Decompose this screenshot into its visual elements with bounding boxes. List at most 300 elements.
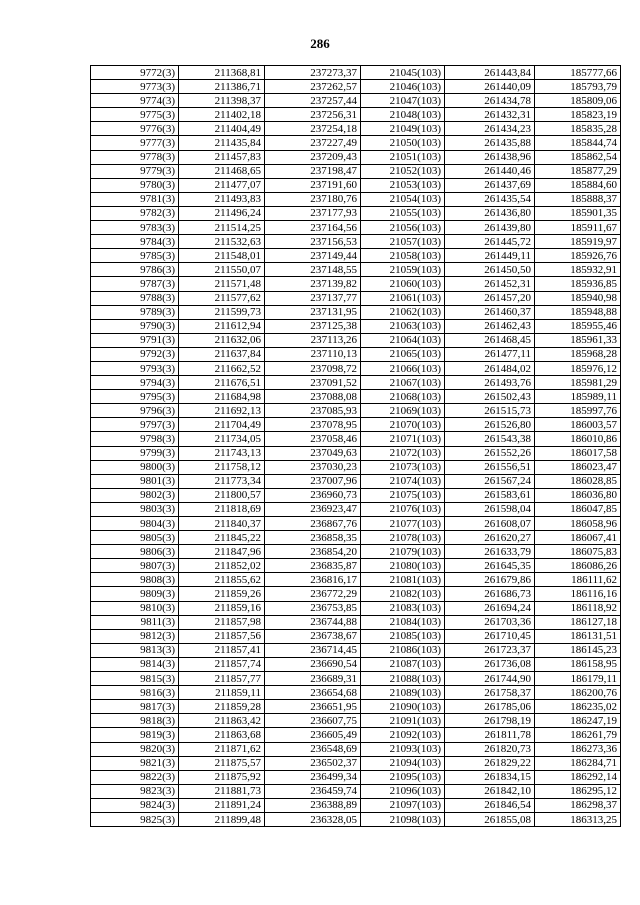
x-coordinate-cell: 261502,43 xyxy=(445,390,535,404)
y-coordinate-cell: 236689,31 xyxy=(265,672,361,686)
x-coordinate-cell: 261493,76 xyxy=(445,376,535,390)
y-coordinate-cell: 186118,92 xyxy=(535,601,621,615)
x-coordinate-cell: 211859,26 xyxy=(179,587,265,601)
x-coordinate-cell: 261686,73 xyxy=(445,587,535,601)
y-coordinate-cell: 185961,33 xyxy=(535,333,621,347)
point-id-cell: 9824(3) xyxy=(91,798,179,812)
point-id-cell: 21061(103) xyxy=(361,291,445,305)
table-row xyxy=(91,235,621,249)
y-coordinate-cell: 236459,74 xyxy=(265,784,361,798)
y-coordinate-cell: 185862,54 xyxy=(535,150,621,164)
x-coordinate-cell: 261445,72 xyxy=(445,235,535,249)
x-coordinate-cell: 211743,13 xyxy=(179,446,265,460)
point-id-cell: 9816(3) xyxy=(91,686,179,700)
x-coordinate-cell: 211818,69 xyxy=(179,502,265,516)
x-coordinate-cell: 261583,61 xyxy=(445,488,535,502)
x-coordinate-cell: 211496,24 xyxy=(179,206,265,220)
x-coordinate-cell: 261758,37 xyxy=(445,686,535,700)
y-coordinate-cell: 186010,86 xyxy=(535,432,621,446)
point-id-cell: 21084(103) xyxy=(361,615,445,629)
x-coordinate-cell: 261744,90 xyxy=(445,672,535,686)
x-coordinate-cell: 261723,37 xyxy=(445,643,535,657)
x-coordinate-cell: 211457,83 xyxy=(179,150,265,164)
table-row xyxy=(91,714,621,728)
x-coordinate-cell: 211845,22 xyxy=(179,531,265,545)
y-coordinate-cell: 236923,47 xyxy=(265,502,361,516)
point-id-cell: 9786(3) xyxy=(91,263,179,277)
table-row xyxy=(91,361,621,375)
point-id-cell: 9802(3) xyxy=(91,488,179,502)
y-coordinate-cell: 186298,37 xyxy=(535,798,621,812)
table-row xyxy=(91,178,621,192)
y-coordinate-cell: 185809,06 xyxy=(535,94,621,108)
x-coordinate-cell: 211612,94 xyxy=(179,319,265,333)
x-coordinate-cell: 261526,80 xyxy=(445,418,535,432)
y-coordinate-cell: 186028,85 xyxy=(535,474,621,488)
x-coordinate-cell: 261811,78 xyxy=(445,728,535,742)
point-id-cell: 21091(103) xyxy=(361,714,445,728)
table-row xyxy=(91,643,621,657)
y-coordinate-cell: 237149,44 xyxy=(265,249,361,263)
table-row xyxy=(91,263,621,277)
x-coordinate-cell: 211402,18 xyxy=(179,108,265,122)
table-row xyxy=(91,404,621,418)
x-coordinate-cell: 261694,24 xyxy=(445,601,535,615)
point-id-cell: 21055(103) xyxy=(361,206,445,220)
point-id-cell: 9811(3) xyxy=(91,615,179,629)
point-id-cell: 21049(103) xyxy=(361,122,445,136)
point-id-cell: 21045(103) xyxy=(361,66,445,80)
x-coordinate-cell: 261452,31 xyxy=(445,277,535,291)
y-coordinate-cell: 186131,51 xyxy=(535,629,621,643)
y-coordinate-cell: 186036,80 xyxy=(535,488,621,502)
y-coordinate-cell: 186273,36 xyxy=(535,742,621,756)
x-coordinate-cell: 211852,02 xyxy=(179,559,265,573)
x-coordinate-cell: 261484,02 xyxy=(445,361,535,375)
x-coordinate-cell: 261440,46 xyxy=(445,164,535,178)
table-row xyxy=(91,545,621,559)
y-coordinate-cell: 185877,29 xyxy=(535,164,621,178)
y-coordinate-cell: 237137,77 xyxy=(265,291,361,305)
x-coordinate-cell: 211704,49 xyxy=(179,418,265,432)
x-coordinate-cell: 211734,05 xyxy=(179,432,265,446)
x-coordinate-cell: 211859,16 xyxy=(179,601,265,615)
x-coordinate-cell: 261457,20 xyxy=(445,291,535,305)
y-coordinate-cell: 236738,67 xyxy=(265,629,361,643)
x-coordinate-cell: 211637,84 xyxy=(179,347,265,361)
point-id-cell: 21074(103) xyxy=(361,474,445,488)
point-id-cell: 21085(103) xyxy=(361,629,445,643)
point-id-cell: 9776(3) xyxy=(91,122,179,136)
x-coordinate-cell: 211684,98 xyxy=(179,390,265,404)
y-coordinate-cell: 185911,67 xyxy=(535,221,621,235)
x-coordinate-cell: 261468,45 xyxy=(445,333,535,347)
x-coordinate-cell: 211692,13 xyxy=(179,404,265,418)
point-id-cell: 9814(3) xyxy=(91,657,179,671)
point-id-cell: 21087(103) xyxy=(361,657,445,671)
point-id-cell: 21090(103) xyxy=(361,700,445,714)
table-row xyxy=(91,601,621,615)
point-id-cell: 9778(3) xyxy=(91,150,179,164)
coordinates-table xyxy=(90,65,621,827)
point-id-cell: 9775(3) xyxy=(91,108,179,122)
table-row xyxy=(91,291,621,305)
y-coordinate-cell: 185981,29 xyxy=(535,376,621,390)
y-coordinate-cell: 236867,76 xyxy=(265,517,361,531)
y-coordinate-cell: 186127,18 xyxy=(535,615,621,629)
y-coordinate-cell: 237078,95 xyxy=(265,418,361,432)
y-coordinate-cell: 186003,57 xyxy=(535,418,621,432)
y-coordinate-cell: 185968,28 xyxy=(535,347,621,361)
point-id-cell: 9777(3) xyxy=(91,136,179,150)
table-row xyxy=(91,700,621,714)
point-id-cell: 21048(103) xyxy=(361,108,445,122)
point-id-cell: 9791(3) xyxy=(91,333,179,347)
y-coordinate-cell: 186292,14 xyxy=(535,770,621,784)
point-id-cell: 21086(103) xyxy=(361,643,445,657)
y-coordinate-cell: 237180,76 xyxy=(265,192,361,206)
table-row xyxy=(91,559,621,573)
x-coordinate-cell: 211548,01 xyxy=(179,249,265,263)
y-coordinate-cell: 186111,62 xyxy=(535,573,621,587)
point-id-cell: 9787(3) xyxy=(91,277,179,291)
point-id-cell: 21081(103) xyxy=(361,573,445,587)
table-row xyxy=(91,390,621,404)
point-id-cell: 9799(3) xyxy=(91,446,179,460)
x-coordinate-cell: 261842,10 xyxy=(445,784,535,798)
x-coordinate-cell: 261438,96 xyxy=(445,150,535,164)
point-id-cell: 21094(103) xyxy=(361,756,445,770)
point-id-cell: 9801(3) xyxy=(91,474,179,488)
y-coordinate-cell: 237091,52 xyxy=(265,376,361,390)
y-coordinate-cell: 237164,56 xyxy=(265,221,361,235)
point-id-cell: 21066(103) xyxy=(361,361,445,375)
point-id-cell: 9797(3) xyxy=(91,418,179,432)
x-coordinate-cell: 261855,08 xyxy=(445,812,535,826)
y-coordinate-cell: 186247,19 xyxy=(535,714,621,728)
point-id-cell: 21078(103) xyxy=(361,531,445,545)
x-coordinate-cell: 261820,73 xyxy=(445,742,535,756)
y-coordinate-cell: 186086,26 xyxy=(535,559,621,573)
x-coordinate-cell: 211857,56 xyxy=(179,629,265,643)
x-coordinate-cell: 261477,11 xyxy=(445,347,535,361)
x-coordinate-cell: 211875,57 xyxy=(179,756,265,770)
y-coordinate-cell: 185926,76 xyxy=(535,249,621,263)
y-coordinate-cell: 236960,73 xyxy=(265,488,361,502)
y-coordinate-cell: 185948,88 xyxy=(535,305,621,319)
table-row xyxy=(91,812,621,826)
table-row xyxy=(91,686,621,700)
y-coordinate-cell: 237198,47 xyxy=(265,164,361,178)
y-coordinate-cell: 236835,87 xyxy=(265,559,361,573)
y-coordinate-cell: 237257,44 xyxy=(265,94,361,108)
table-row xyxy=(91,517,621,531)
x-coordinate-cell: 261436,80 xyxy=(445,206,535,220)
x-coordinate-cell: 211857,77 xyxy=(179,672,265,686)
point-id-cell: 21089(103) xyxy=(361,686,445,700)
x-coordinate-cell: 211857,74 xyxy=(179,657,265,671)
y-coordinate-cell: 237156,53 xyxy=(265,235,361,249)
y-coordinate-cell: 236388,89 xyxy=(265,798,361,812)
y-coordinate-cell: 236548,69 xyxy=(265,742,361,756)
point-id-cell: 21051(103) xyxy=(361,150,445,164)
table-row xyxy=(91,657,621,671)
point-id-cell: 9798(3) xyxy=(91,432,179,446)
point-id-cell: 21076(103) xyxy=(361,502,445,516)
x-coordinate-cell: 261736,08 xyxy=(445,657,535,671)
table-row xyxy=(91,756,621,770)
point-id-cell: 21056(103) xyxy=(361,221,445,235)
x-coordinate-cell: 261543,38 xyxy=(445,432,535,446)
y-coordinate-cell: 237139,82 xyxy=(265,277,361,291)
x-coordinate-cell: 211550,07 xyxy=(179,263,265,277)
y-coordinate-cell: 236607,75 xyxy=(265,714,361,728)
x-coordinate-cell: 211773,34 xyxy=(179,474,265,488)
table-row xyxy=(91,122,621,136)
y-coordinate-cell: 186145,23 xyxy=(535,643,621,657)
point-id-cell: 21092(103) xyxy=(361,728,445,742)
point-id-cell: 21088(103) xyxy=(361,672,445,686)
point-id-cell: 21050(103) xyxy=(361,136,445,150)
table-row xyxy=(91,615,621,629)
y-coordinate-cell: 185989,11 xyxy=(535,390,621,404)
x-coordinate-cell: 261608,07 xyxy=(445,517,535,531)
x-coordinate-cell: 261798,19 xyxy=(445,714,535,728)
point-id-cell: 21097(103) xyxy=(361,798,445,812)
point-id-cell: 21073(103) xyxy=(361,460,445,474)
point-id-cell: 9781(3) xyxy=(91,192,179,206)
y-coordinate-cell: 236744,88 xyxy=(265,615,361,629)
x-coordinate-cell: 261435,88 xyxy=(445,136,535,150)
y-coordinate-cell: 236854,20 xyxy=(265,545,361,559)
y-coordinate-cell: 186313,25 xyxy=(535,812,621,826)
table-row xyxy=(91,249,621,263)
x-coordinate-cell: 261645,35 xyxy=(445,559,535,573)
x-coordinate-cell: 211676,51 xyxy=(179,376,265,390)
y-coordinate-cell: 237110,13 xyxy=(265,347,361,361)
point-id-cell: 21054(103) xyxy=(361,192,445,206)
table-row xyxy=(91,573,621,587)
point-id-cell: 9812(3) xyxy=(91,629,179,643)
point-id-cell: 9803(3) xyxy=(91,502,179,516)
x-coordinate-cell: 211847,96 xyxy=(179,545,265,559)
point-id-cell: 9804(3) xyxy=(91,517,179,531)
x-coordinate-cell: 211855,62 xyxy=(179,573,265,587)
y-coordinate-cell: 237131,95 xyxy=(265,305,361,319)
y-coordinate-cell: 185884,60 xyxy=(535,178,621,192)
y-coordinate-cell: 237177,93 xyxy=(265,206,361,220)
table-row xyxy=(91,502,621,516)
x-coordinate-cell: 211435,84 xyxy=(179,136,265,150)
y-coordinate-cell: 236858,35 xyxy=(265,531,361,545)
y-coordinate-cell: 236651,95 xyxy=(265,700,361,714)
table-row xyxy=(91,629,621,643)
y-coordinate-cell: 237098,72 xyxy=(265,361,361,375)
y-coordinate-cell: 237058,46 xyxy=(265,432,361,446)
point-id-cell: 21052(103) xyxy=(361,164,445,178)
y-coordinate-cell: 236753,85 xyxy=(265,601,361,615)
page-number: 286 xyxy=(310,36,330,51)
table-row xyxy=(91,277,621,291)
point-id-cell: 9822(3) xyxy=(91,770,179,784)
x-coordinate-cell: 261434,78 xyxy=(445,94,535,108)
point-id-cell: 9821(3) xyxy=(91,756,179,770)
table-row xyxy=(91,474,621,488)
point-id-cell: 9809(3) xyxy=(91,587,179,601)
point-id-cell: 9789(3) xyxy=(91,305,179,319)
x-coordinate-cell: 261846,54 xyxy=(445,798,535,812)
y-coordinate-cell: 186200,76 xyxy=(535,686,621,700)
y-coordinate-cell: 236772,29 xyxy=(265,587,361,601)
point-id-cell: 21096(103) xyxy=(361,784,445,798)
table-row xyxy=(91,206,621,220)
point-id-cell: 9815(3) xyxy=(91,672,179,686)
point-id-cell: 9794(3) xyxy=(91,376,179,390)
y-coordinate-cell: 185888,37 xyxy=(535,192,621,206)
x-coordinate-cell: 261834,15 xyxy=(445,770,535,784)
point-id-cell: 9788(3) xyxy=(91,291,179,305)
point-id-cell: 21079(103) xyxy=(361,545,445,559)
y-coordinate-cell: 186075,83 xyxy=(535,545,621,559)
x-coordinate-cell: 211468,65 xyxy=(179,164,265,178)
point-id-cell: 21059(103) xyxy=(361,263,445,277)
y-coordinate-cell: 237125,38 xyxy=(265,319,361,333)
point-id-cell: 9780(3) xyxy=(91,178,179,192)
table-row xyxy=(91,305,621,319)
table-row xyxy=(91,784,621,798)
x-coordinate-cell: 261679,86 xyxy=(445,573,535,587)
table-row xyxy=(91,418,621,432)
y-coordinate-cell: 237227,49 xyxy=(265,136,361,150)
y-coordinate-cell: 237262,57 xyxy=(265,80,361,94)
y-coordinate-cell: 236816,17 xyxy=(265,573,361,587)
y-coordinate-cell: 237113,26 xyxy=(265,333,361,347)
x-coordinate-cell: 261434,23 xyxy=(445,122,535,136)
x-coordinate-cell: 261449,11 xyxy=(445,249,535,263)
table-row xyxy=(91,66,621,80)
y-coordinate-cell: 237085,93 xyxy=(265,404,361,418)
y-coordinate-cell: 237049,63 xyxy=(265,446,361,460)
x-coordinate-cell: 211398,37 xyxy=(179,94,265,108)
x-coordinate-cell: 211859,11 xyxy=(179,686,265,700)
point-id-cell: 21093(103) xyxy=(361,742,445,756)
point-id-cell: 21071(103) xyxy=(361,432,445,446)
x-coordinate-cell: 261710,45 xyxy=(445,629,535,643)
point-id-cell: 21095(103) xyxy=(361,770,445,784)
x-coordinate-cell: 261785,06 xyxy=(445,700,535,714)
x-coordinate-cell: 211532,63 xyxy=(179,235,265,249)
point-id-cell: 9790(3) xyxy=(91,319,179,333)
point-id-cell: 9792(3) xyxy=(91,347,179,361)
point-id-cell: 9820(3) xyxy=(91,742,179,756)
y-coordinate-cell: 185777,66 xyxy=(535,66,621,80)
point-id-cell: 9785(3) xyxy=(91,249,179,263)
table-row xyxy=(91,80,621,94)
x-coordinate-cell: 211800,57 xyxy=(179,488,265,502)
y-coordinate-cell: 186295,12 xyxy=(535,784,621,798)
point-id-cell: 21080(103) xyxy=(361,559,445,573)
x-coordinate-cell: 261460,37 xyxy=(445,305,535,319)
x-coordinate-cell: 211599,73 xyxy=(179,305,265,319)
x-coordinate-cell: 211881,73 xyxy=(179,784,265,798)
point-id-cell: 9825(3) xyxy=(91,812,179,826)
x-coordinate-cell: 261443,84 xyxy=(445,66,535,80)
table-row xyxy=(91,347,621,361)
table-row xyxy=(91,376,621,390)
y-coordinate-cell: 236714,45 xyxy=(265,643,361,657)
point-id-cell: 21065(103) xyxy=(361,347,445,361)
point-id-cell: 21068(103) xyxy=(361,390,445,404)
y-coordinate-cell: 185932,91 xyxy=(535,263,621,277)
x-coordinate-cell: 261515,73 xyxy=(445,404,535,418)
x-coordinate-cell: 261598,04 xyxy=(445,502,535,516)
y-coordinate-cell: 237209,43 xyxy=(265,150,361,164)
y-coordinate-cell: 185997,76 xyxy=(535,404,621,418)
point-id-cell: 9772(3) xyxy=(91,66,179,80)
point-id-cell: 9805(3) xyxy=(91,531,179,545)
point-id-cell: 9784(3) xyxy=(91,235,179,249)
point-id-cell: 9808(3) xyxy=(91,573,179,587)
point-id-cell: 9796(3) xyxy=(91,404,179,418)
x-coordinate-cell: 211863,68 xyxy=(179,728,265,742)
y-coordinate-cell: 236502,37 xyxy=(265,756,361,770)
point-id-cell: 9783(3) xyxy=(91,221,179,235)
y-coordinate-cell: 185835,28 xyxy=(535,122,621,136)
x-coordinate-cell: 211857,98 xyxy=(179,615,265,629)
table-row xyxy=(91,460,621,474)
table-row xyxy=(91,798,621,812)
x-coordinate-cell: 211859,28 xyxy=(179,700,265,714)
table-row xyxy=(91,192,621,206)
y-coordinate-cell: 237007,96 xyxy=(265,474,361,488)
x-coordinate-cell: 211386,71 xyxy=(179,80,265,94)
x-coordinate-cell: 261620,27 xyxy=(445,531,535,545)
y-coordinate-cell: 237191,60 xyxy=(265,178,361,192)
point-id-cell: 9806(3) xyxy=(91,545,179,559)
x-coordinate-cell: 261567,24 xyxy=(445,474,535,488)
x-coordinate-cell: 261432,31 xyxy=(445,108,535,122)
point-id-cell: 21069(103) xyxy=(361,404,445,418)
point-id-cell: 9773(3) xyxy=(91,80,179,94)
x-coordinate-cell: 211891,24 xyxy=(179,798,265,812)
table-row xyxy=(91,150,621,164)
table-row xyxy=(91,742,621,756)
coordinates-table-body xyxy=(91,66,621,827)
point-id-cell: 9810(3) xyxy=(91,601,179,615)
x-coordinate-cell: 211368,81 xyxy=(179,66,265,80)
table-row xyxy=(91,446,621,460)
point-id-cell: 21058(103) xyxy=(361,249,445,263)
y-coordinate-cell: 185976,12 xyxy=(535,361,621,375)
x-coordinate-cell: 261829,22 xyxy=(445,756,535,770)
y-coordinate-cell: 237148,55 xyxy=(265,263,361,277)
x-coordinate-cell: 211758,12 xyxy=(179,460,265,474)
y-coordinate-cell: 236328,05 xyxy=(265,812,361,826)
table-row xyxy=(91,672,621,686)
point-id-cell: 9795(3) xyxy=(91,390,179,404)
y-coordinate-cell: 186261,79 xyxy=(535,728,621,742)
x-coordinate-cell: 211899,48 xyxy=(179,812,265,826)
y-coordinate-cell: 185919,97 xyxy=(535,235,621,249)
y-coordinate-cell: 186116,16 xyxy=(535,587,621,601)
x-coordinate-cell: 261633,79 xyxy=(445,545,535,559)
table-row xyxy=(91,136,621,150)
point-id-cell: 21060(103) xyxy=(361,277,445,291)
y-coordinate-cell: 186284,71 xyxy=(535,756,621,770)
point-id-cell: 21062(103) xyxy=(361,305,445,319)
y-coordinate-cell: 236499,34 xyxy=(265,770,361,784)
x-coordinate-cell: 211477,07 xyxy=(179,178,265,192)
